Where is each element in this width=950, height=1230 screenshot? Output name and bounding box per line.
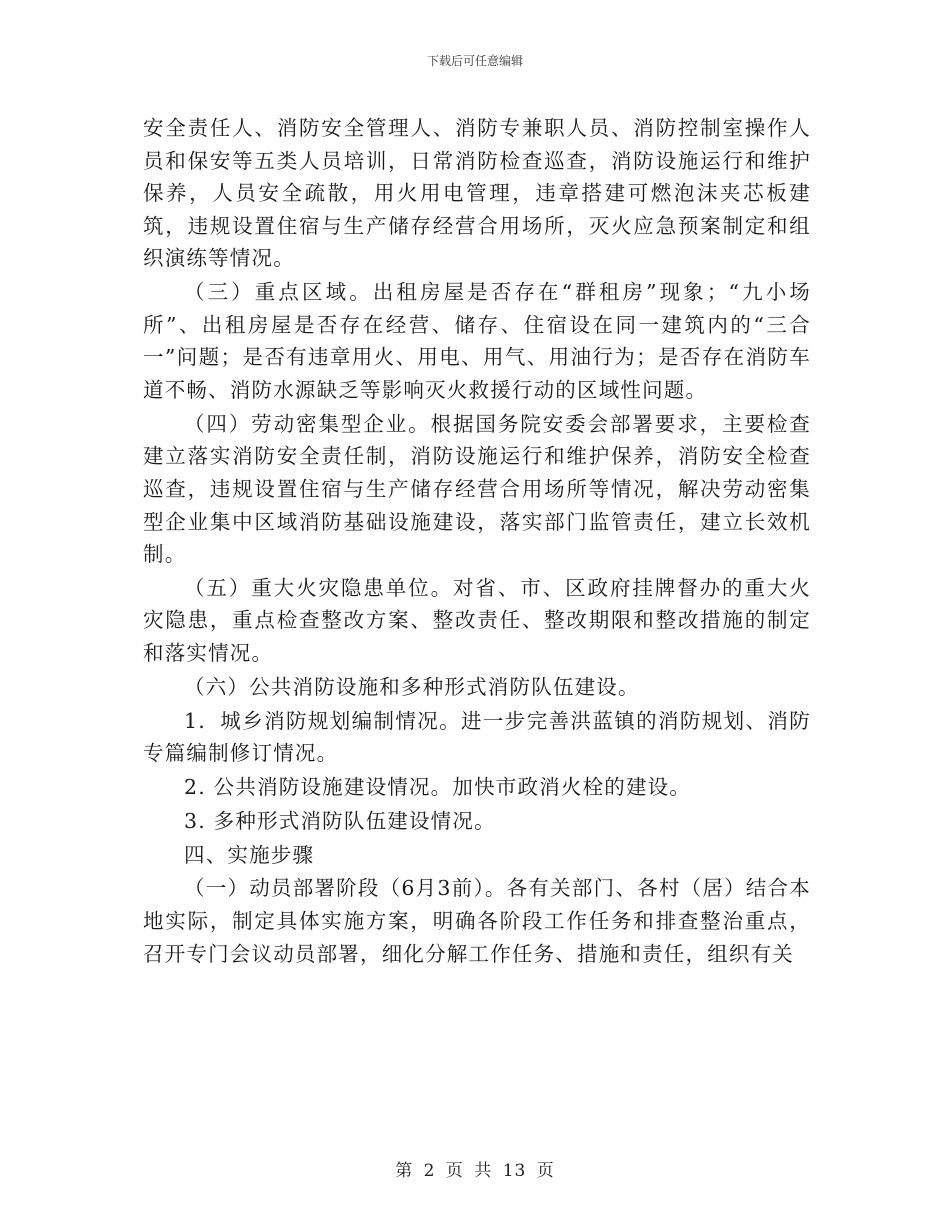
paragraph-6: 1．城乡消防规划编制情况。进一步完善洪蓝镇的消防规划、消防专篇编制修订情况。 bbox=[143, 708, 811, 766]
page-footer: 第 2 页 共 13 页 bbox=[395, 1161, 555, 1181]
page-header: 下载后可任意编辑 bbox=[426, 54, 523, 68]
paragraph-1: 安全责任人、消防安全管理人、消防专兼职人员、消防控制室操作人员和保安等五类人员培训，日常消防检查巡查，消防设施运行和维护保养，人员安全疏散，用火用电管理，违章搭建可燃泡沫夹芯板建筑，违规设置住宿与生产储存经营合用场所，灭火应急预案制定和组织演练等情况。 bbox=[143, 116, 811, 271]
paragraph-10: （一）动员部署阶段（6月3前）。各有关部门、各村（居）结合本地实际，制定具体实施方案，明确各阶段工作任务和排查整治重点，召开专门会议动员部署，细化分解工作任务、措施和责任，组织有关 bbox=[143, 876, 811, 966]
paragraph-2: （三）重点区域。出租房屋是否存在“群租房”现象；“九小场所”、出租房屋是否存在经营、储存、住宿设在同一建筑内的“三合一”问题；是否有违章用火、用电、用气、用油行为；是否存在消防车道不畅、消防水源缺乏等影响灭火救援行动的区域性问题。 bbox=[143, 280, 811, 402]
document-body bbox=[143, 112, 811, 971]
paragraph-5: （六）公共消防设施和多种形式消防队伍建设。 bbox=[184, 674, 640, 699]
paragraph-3: （四）劳动密集型企业。根据国务院安委会部署要求，主要检查建立落实消防安全责任制，消防设施运行和维护保养，消防安全检查巡查，违规设置住宿与生产储存经营合用场所等情况，解决劳动密集型企业集中区域消防基础设施建设，落实部门监管责任，建立长效机制。 bbox=[143, 411, 811, 567]
paragraph-8: 3. 多种形式消防队伍建设情况。 bbox=[184, 808, 496, 833]
section-heading: 四、实施步骤 bbox=[184, 842, 315, 867]
paragraph-7: 2. 公共消防设施建设情况。加快市政消火栓的建设。 bbox=[184, 775, 692, 799]
paragraph-4: （五）重大火灾隐患单位。对省、市、区政府挂牌督办的重大火灾隐患，重点检查整改方案、整改责任、整改期限和整改措施的制定和落实情况。 bbox=[143, 575, 811, 666]
